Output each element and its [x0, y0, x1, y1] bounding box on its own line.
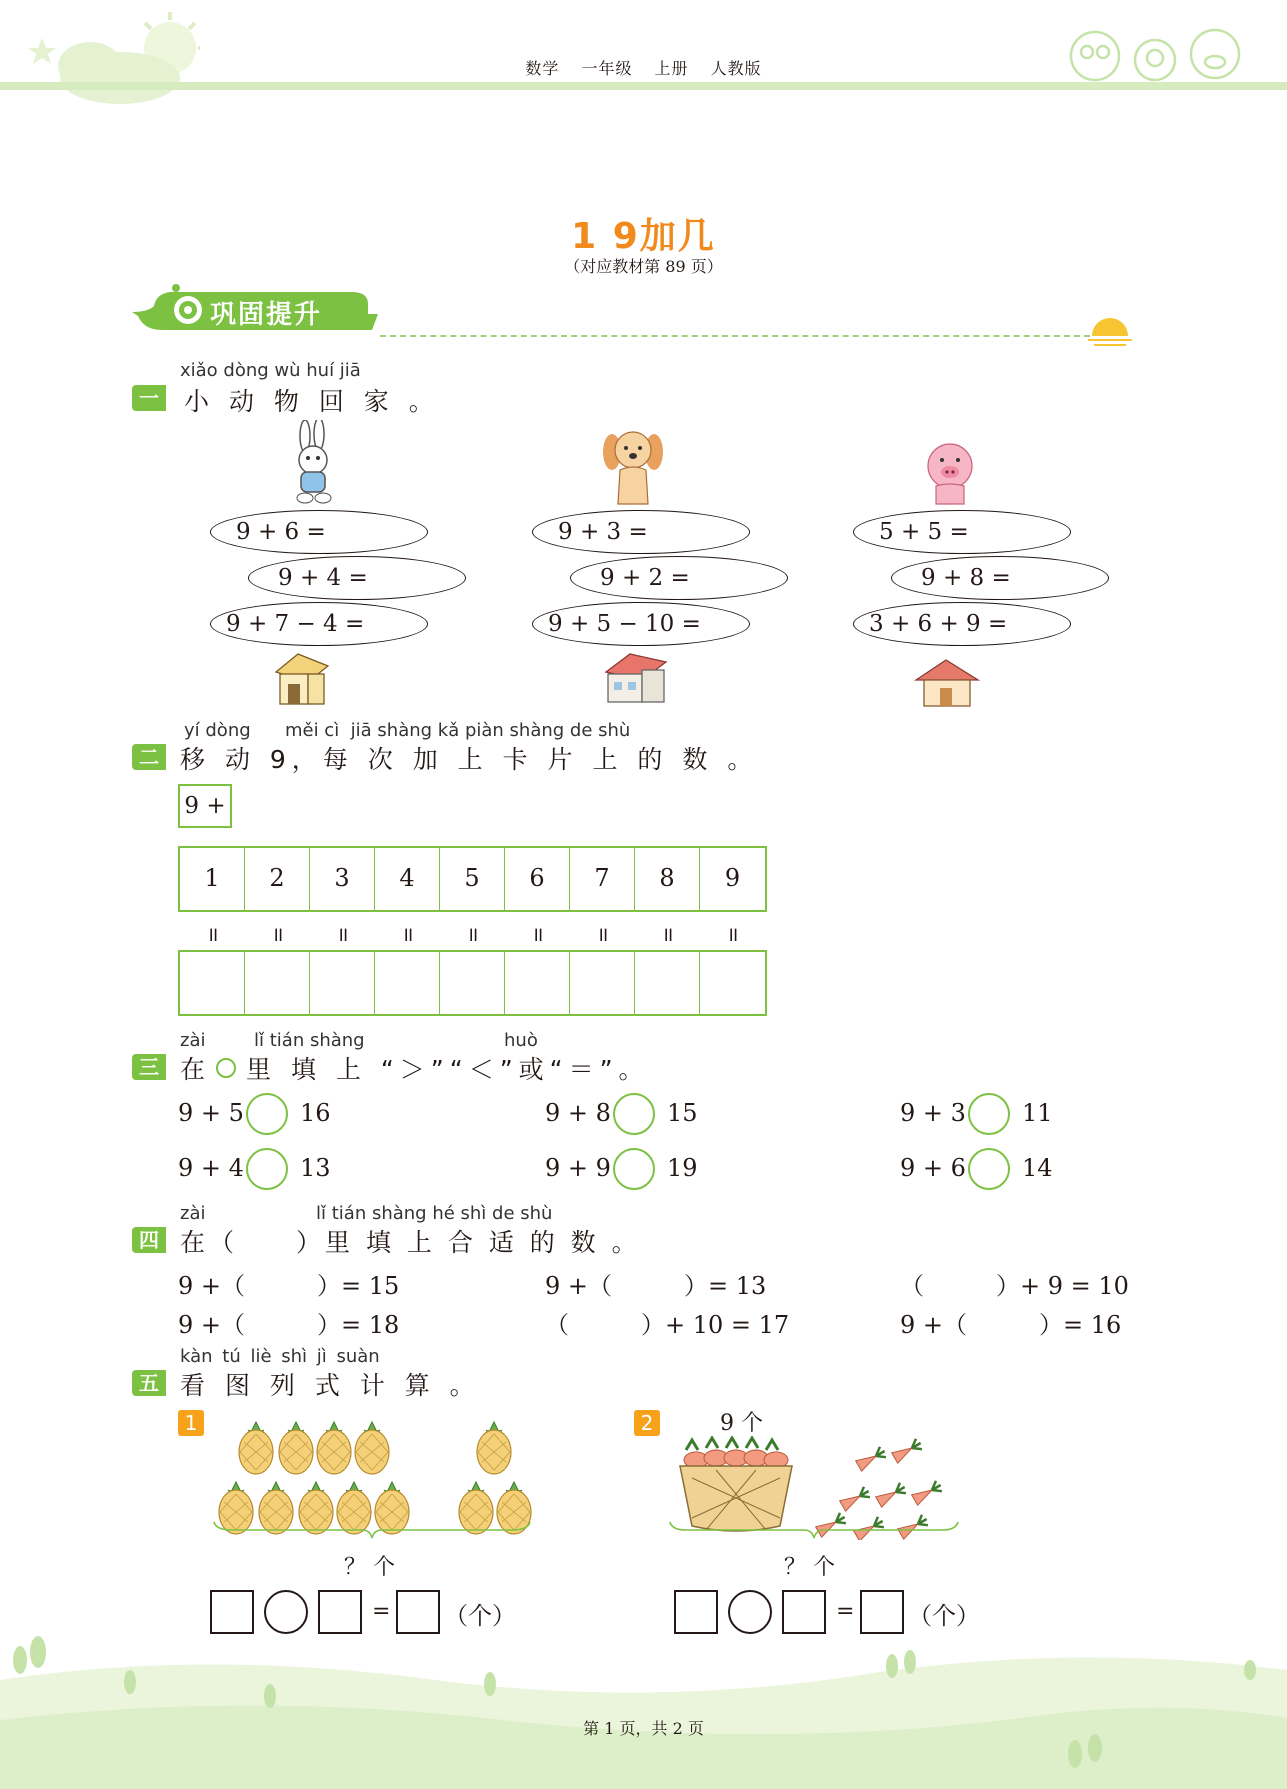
q2-instruction: 移 动 9，每 次 加 上 卡 片 上 的 数 。	[180, 745, 759, 774]
answer-cell[interactable]	[505, 952, 570, 1014]
fill-equation[interactable]: 9 +（ ）= 18	[178, 1311, 400, 1339]
compare-right: 16	[300, 1099, 331, 1127]
equals-sign: ॥	[271, 922, 284, 946]
equals-label: =	[372, 1599, 391, 1624]
compare-circle[interactable]	[246, 1148, 288, 1190]
fill-equation[interactable]: （ ）+ 10 = 17	[545, 1311, 790, 1339]
house-icon	[272, 650, 332, 708]
q1-badge: 一	[132, 385, 166, 411]
answer-cell[interactable]	[635, 952, 700, 1014]
compare-right: 14	[1022, 1154, 1053, 1182]
question-label: ？ 个	[344, 1555, 395, 1580]
house-icon	[600, 648, 670, 706]
compare-circle[interactable]	[246, 1093, 288, 1135]
q3-instruction-b: 里 填 上 “＞”“＜”或“＝”。	[246, 1055, 650, 1084]
q4-badge: 四	[132, 1227, 166, 1253]
answer-cell[interactable]	[245, 952, 310, 1014]
q2-pinyin: yí dòng měi cì jiā shàng kǎ piàn shàng de shù	[184, 720, 631, 741]
question-label: ？ 个	[784, 1555, 835, 1580]
q3-pinyin: huò	[504, 1030, 538, 1051]
equals-label: =	[836, 1599, 855, 1624]
oval-equation: 9 + 3 =	[558, 519, 648, 545]
equals-sign: ॥	[726, 922, 739, 946]
page-subtitle: （对应教材第 89 页）	[564, 257, 723, 276]
q3-pinyin: lǐ tián shàng	[254, 1030, 365, 1051]
q3-instruction-a: 在	[180, 1055, 212, 1084]
answer-cell[interactable]	[570, 952, 635, 1014]
nine-plus-box: 9 +	[178, 784, 232, 828]
header-item: 一年级	[581, 59, 633, 78]
oval-equation: 3 + 6 + 9 =	[869, 611, 1008, 637]
compare-right: 13	[300, 1154, 331, 1182]
header-divider	[0, 82, 1287, 90]
answer-cell[interactable]	[180, 952, 245, 1014]
compare-circle[interactable]	[613, 1148, 655, 1190]
header-text	[0, 56, 1287, 79]
pig-icon	[918, 440, 984, 508]
fill-equation[interactable]: 9 +（ ）= 16	[900, 1311, 1122, 1339]
circle-icon	[216, 1058, 236, 1078]
q4-pinyin: zài	[180, 1203, 206, 1224]
compare-right: 15	[667, 1099, 698, 1127]
sun-icon	[1086, 312, 1136, 348]
q5-badge: 五	[132, 1370, 166, 1396]
compare-left: 9 + 8	[545, 1099, 611, 1127]
card-cell: 8	[635, 848, 700, 910]
oval-equation: 9 + 5 − 10 =	[548, 611, 701, 637]
fill-equation[interactable]: 9 +（ ）= 15	[178, 1272, 400, 1300]
answer-box[interactable]	[860, 1590, 904, 1634]
q3-pinyin: zài	[180, 1030, 206, 1051]
header-item: 上册	[654, 59, 689, 78]
q5-instruction: 看 图 列 式 计 算 。	[180, 1371, 481, 1400]
oval-equation: 9 + 4 =	[278, 565, 368, 591]
compare-left: 9 + 6	[900, 1154, 966, 1182]
header-item: 数学	[525, 59, 560, 78]
problem-badge: 1	[178, 1410, 204, 1436]
q1-instruction: 小 动 物 回 家 。	[184, 387, 440, 416]
card-cell: 6	[505, 848, 570, 910]
landscape-decoration	[0, 1630, 1287, 1789]
equals-sign: ॥	[531, 922, 544, 946]
dog-icon	[598, 424, 668, 508]
answer-cell[interactable]	[310, 952, 375, 1014]
oval-equation: 9 + 7 − 4 =	[226, 611, 365, 637]
answer-box[interactable]	[210, 1590, 254, 1634]
equals-row	[180, 920, 765, 947]
equals-sign: ॥	[596, 922, 609, 946]
unit-label: （个）	[444, 1602, 516, 1630]
answer-box[interactable]	[396, 1590, 440, 1634]
answer-cell[interactable]	[375, 952, 440, 1014]
equals-sign: ॥	[661, 922, 674, 946]
q2-badge: 二	[132, 744, 166, 770]
equals-sign: ॥	[401, 922, 414, 946]
compare-left: 9 + 9	[545, 1154, 611, 1182]
q5-pinyin: kàn tú liè shì jì suàn	[180, 1346, 380, 1367]
header-item: 人教版	[710, 59, 762, 78]
answer-box[interactable]	[782, 1590, 826, 1634]
answer-cell[interactable]	[700, 952, 765, 1014]
banner-dashed-line	[380, 335, 1090, 337]
oval-equation: 9 + 6 =	[236, 519, 326, 545]
section-banner-label: 巩固提升	[210, 300, 323, 330]
q3-badge: 三	[132, 1054, 166, 1080]
problem-badge: 2	[634, 1410, 660, 1436]
equals-sign: ॥	[336, 922, 349, 946]
unit-label: （个）	[908, 1602, 980, 1630]
page-footer: 第 1 页，共 2 页	[583, 1719, 704, 1738]
answer-box[interactable]	[318, 1590, 362, 1634]
fill-equation[interactable]: （ ）+ 9 = 10	[900, 1272, 1129, 1300]
answer-cell[interactable]	[440, 952, 505, 1014]
compare-circle[interactable]	[968, 1093, 1010, 1135]
equals-sign: ॥	[466, 922, 479, 946]
card-cell: 7	[570, 848, 635, 910]
card-cell: 5	[440, 848, 505, 910]
card-cell: 2	[245, 848, 310, 910]
fill-equation[interactable]: 9 +（ ）= 13	[545, 1272, 767, 1300]
oval-equation: 5 + 5 =	[879, 519, 969, 545]
equals-sign: ॥	[206, 922, 219, 946]
q4-instruction: 在（ ）里 填 上 合 适 的 数 。	[180, 1228, 641, 1257]
brace-line	[668, 1520, 960, 1540]
compare-left: 9 + 5	[178, 1099, 244, 1127]
brace-line	[212, 1520, 532, 1540]
card-cell: 3	[310, 848, 375, 910]
card-cell: 1	[180, 848, 245, 910]
compare-left: 9 + 3	[900, 1099, 966, 1127]
page-title: 1 9加几	[571, 216, 716, 257]
compare-left: 9 + 4	[178, 1154, 244, 1182]
oval-equation: 9 + 2 =	[600, 565, 690, 591]
card-cell: 9	[724, 864, 741, 892]
basket-label: 9 个	[720, 1411, 763, 1436]
card-cell: 4	[375, 848, 440, 910]
house-icon	[912, 656, 982, 710]
answer-box[interactable]	[674, 1590, 718, 1634]
oval-equation: 9 + 8 =	[921, 565, 1011, 591]
q4-pinyin: lǐ tián shàng hé shì de shù	[316, 1203, 553, 1224]
compare-circle[interactable]	[613, 1093, 655, 1135]
compare-right: 19	[667, 1154, 698, 1182]
operator-circle[interactable]	[728, 1590, 772, 1634]
answer-grid[interactable]	[178, 950, 767, 1016]
q1-pinyin: xiǎo dòng wù huí jiā	[180, 360, 361, 381]
rabbit-icon	[283, 420, 343, 506]
operator-circle[interactable]	[264, 1590, 308, 1634]
card-grid	[178, 846, 767, 912]
compare-circle[interactable]	[968, 1148, 1010, 1190]
compare-right: 11	[1022, 1099, 1053, 1127]
